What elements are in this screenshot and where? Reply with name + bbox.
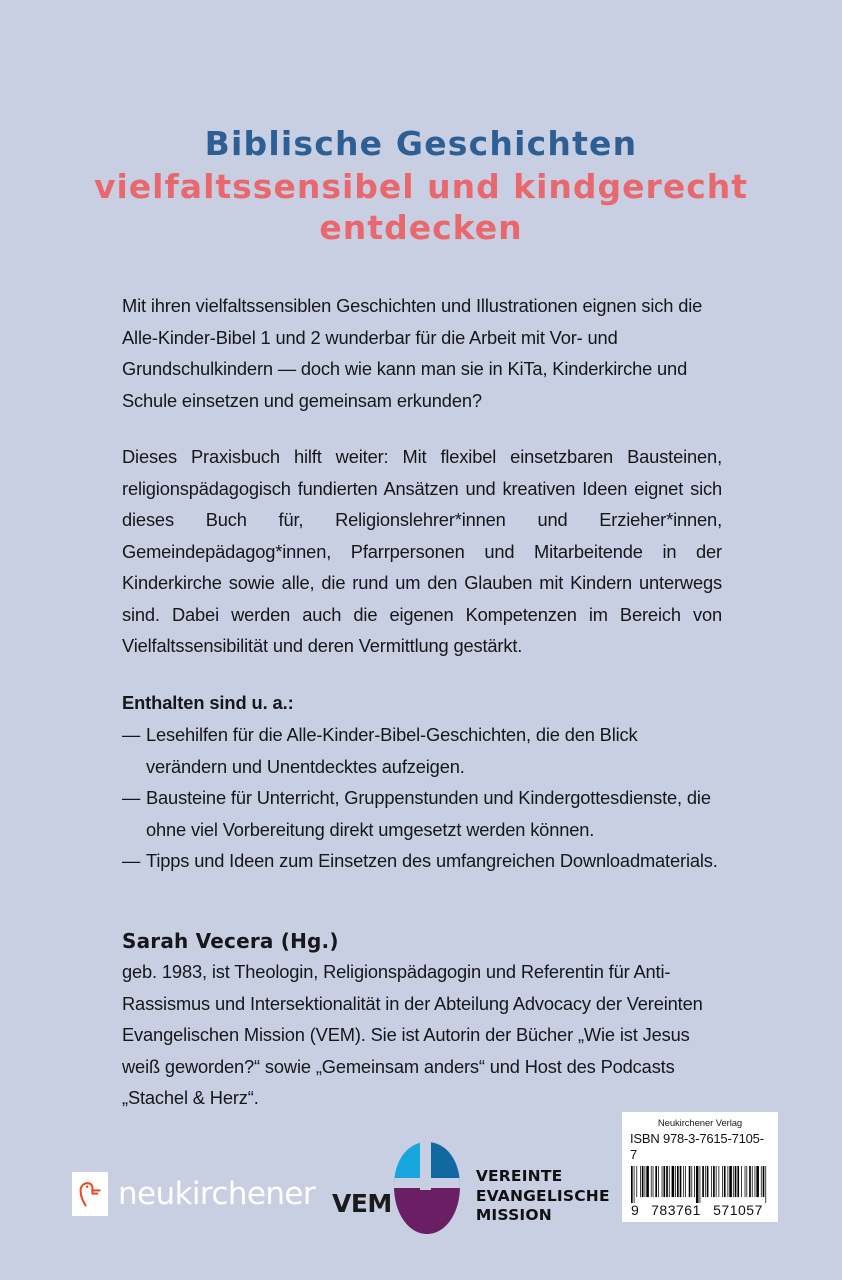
isbn-digit-first: 9 [631,1202,640,1218]
author-bio: geb. 1983, ist Theologin, Religionspädagogin und Referentin für Anti-Rassismus und Intersektionalität in der Abteilung Advocacy der Vereinten Evangelischen Mission (VEM). Sie ist Autorin der Bücher „Wie ist Jesus weiß geworden?“ sowie „Gemeinsam anders“ und Host des Podcasts „Stachel & Herz“. [122,961,703,1108]
blurb-paragraph-1: Mit ihren vielfaltssensiblen Geschichten und Illustrationen eignen sich die Alle-Kinder-Bibel 1 und 2 wunderbar für die Arbeit mit Vor- und Grundschulkindern — doch wie kann man sie in KiTa, Kinderkirche und Schule einsetzen und gemeinsam erkunden? [122,295,703,411]
isbn-barcode-digits [631,1202,769,1218]
isbn-digit-right-group: 571057 [713,1202,763,1218]
neukirchener-wordmark: neukirchener [118,1175,316,1212]
isbn-barcode-block [622,1112,778,1222]
blurb-paragraph-2: Dieses Praxisbuch hilft weiter: Mit flexibel einsetzbaren Bausteinen, religionspädagogisch fundierten Ansätzen und kreativen Ideen eignet sich dieses Buch für, Religionslehrer*innen und Erzieher*innen, Gemeindepädagog*innen, Pfarrpersonen und Mitarbeitende in der Kinderkirche sowie alle, die rund um den Glauben mit Kindern unterwegs sind. Dabei werden auch die eigenen Kompetenzen im Bereich von Vielfaltssensibilität und deren Vermittlung gestärkt. [122,446,722,656]
vem-name-line-1: VEREINTE [475,1167,563,1186]
vem-full-name [476,1167,610,1226]
title-line-tertiary: entdecken [319,207,523,247]
dash-bullet-icon: — [122,787,141,808]
title-line-secondary: vielfaltssensibel und kindgerecht [93,166,749,206]
neukirchener-logo [72,1172,315,1216]
title-line-primary: Biblische Geschichten [204,124,638,163]
author-block [122,928,722,1114]
list-item-text: Lesehilfen für die Alle-Kinder-Bibel-Geschichten, die den Blick verändern und Unentdecktes aufzeigen. [146,724,638,777]
list-item [122,845,722,877]
vem-abbreviation: VEM [332,1189,392,1218]
contents-heading: Enthalten sind u. a.: [122,691,294,713]
vem-name-line-3: MISSION [475,1206,552,1225]
isbn-publisher-name: Neukirchener Verlag [657,1118,743,1129]
ean13-barcode-icon [631,1166,769,1203]
vem-globe-icon [390,1140,464,1241]
list-item [122,782,722,845]
contents-list [122,719,722,877]
list-item-text: Bausteine für Unterricht, Gruppenstunden und Kindergottesdienste, die ohne viel Vorbereitung direkt umgesetzt werden können. [146,787,711,840]
list-item [122,719,722,782]
dove-bird-icon [72,1172,108,1216]
author-name: Sarah Vecera (Hg.) [122,929,339,953]
isbn-digit-left-group: 783761 [651,1202,701,1218]
title-block [0,126,842,247]
vem-logo [332,1140,610,1241]
vem-name-line-2: EVANGELISCHE [475,1186,610,1205]
dash-bullet-icon: — [122,724,141,745]
blurb-body [122,290,722,877]
isbn-number: ISBN 978-3-7615-7105-7 [630,1131,764,1162]
list-item-text: Tipps und Ideen zum Einsetzen des umfangreichen Downloadmaterials. [146,850,718,871]
footer [0,1100,842,1280]
dash-bullet-icon: — [122,850,141,871]
